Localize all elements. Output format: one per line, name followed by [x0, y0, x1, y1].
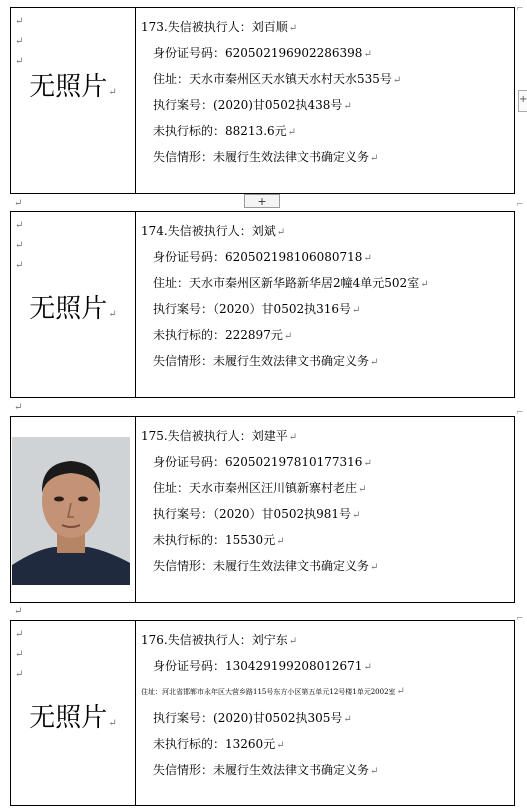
- id-number-line: 身份证号码：620502196902286398↵: [153, 46, 372, 60]
- table-corner-mark: ⌐: [516, 408, 524, 418]
- table-corner-mark: ⌐: [516, 614, 524, 624]
- record-176: [10, 620, 515, 806]
- record-174: [10, 211, 515, 398]
- record-info: [141, 218, 510, 374]
- record-title: 173.失信被执行人：刘百顺↵: [141, 20, 298, 34]
- situation-line: 失信情形：未履行生效法律文书确定义务↵: [153, 559, 379, 573]
- amount-line: 未执行标的：88213.6元↵: [153, 124, 297, 138]
- record-info: [141, 423, 510, 579]
- paragraph-marks: ↵ ↵ ↵: [15, 220, 24, 271]
- table-corner-mark: ⌐: [516, 200, 524, 210]
- amount-line: 未执行标的：15530元↵: [153, 533, 285, 547]
- id-number-line: 身份证号码：620502198106080718↵: [153, 250, 372, 264]
- record-info: [141, 14, 510, 170]
- record-info: [141, 627, 510, 783]
- insert-column-button[interactable]: +: [518, 90, 527, 112]
- amount-line: 未执行标的：222897元↵: [153, 328, 293, 342]
- paragraph-marks: ↵ ↵ ↵: [15, 629, 24, 680]
- record-title: 175.失信被执行人：刘建平↵: [141, 429, 298, 443]
- table-corner-mark: ⌐: [516, 4, 524, 14]
- record-title: 174.失信被执行人：刘斌↵: [141, 224, 286, 238]
- photo-cell: [11, 212, 136, 397]
- id-number-line: 身份证号码：620502197810177316↵: [153, 455, 372, 469]
- photo-cell: [11, 621, 136, 805]
- photo-cell: [11, 417, 136, 602]
- address-line: 住址：天水市秦州区汪川镇新寨村老庄↵: [153, 481, 367, 495]
- situation-line: 失信情形：未履行生效法律文书确定义务↵: [153, 354, 379, 368]
- paragraph-marks: ↵ ↵ ↵: [15, 16, 24, 67]
- case-number-line: 执行案号：(2020)甘0502执438号↵: [153, 98, 352, 112]
- address-line: 住址：河北省邯郸市永年区大营乡路115号东方小区第五单元12号楼1单元2002室↵: [141, 686, 405, 697]
- paragraph-mark: ↵: [14, 402, 23, 413]
- paragraph-mark: ↵: [14, 198, 23, 209]
- case-number-line: 执行案号：（2020）甘0502执316号↵: [153, 302, 361, 316]
- id-number-line: 身份证号码：130429199208012671↵: [153, 659, 372, 673]
- case-number-line: 执行案号：（2020）甘0502执981号↵: [153, 507, 361, 521]
- address-line: 住址：天水市秦州区天水镇天水村天水535号↵: [153, 72, 402, 86]
- address-line: 住址：天水市秦州区新华路新华居2幢4单元502室↵: [153, 276, 429, 290]
- record-175: [10, 416, 515, 603]
- no-photo-label: 无照片↵: [29, 294, 117, 324]
- situation-line: 失信情形：未履行生效法律文书确定义务↵: [153, 763, 379, 777]
- amount-line: 未执行标的：13260元↵: [153, 737, 285, 751]
- portrait-photo: [12, 437, 130, 585]
- paragraph-mark: ↵: [14, 606, 23, 617]
- no-photo-label: 无照片↵: [29, 72, 117, 102]
- record-title: 176.失信被执行人：刘宁东↵: [141, 633, 298, 647]
- situation-line: 失信情形：未履行生效法律文书确定义务↵: [153, 150, 379, 164]
- record-173: [10, 7, 515, 194]
- case-number-line: 执行案号：(2020)甘0502执305号↵: [153, 711, 352, 725]
- photo-cell: [11, 8, 136, 193]
- no-photo-label: 无照片↵: [29, 703, 117, 733]
- insert-row-button[interactable]: +: [244, 194, 280, 208]
